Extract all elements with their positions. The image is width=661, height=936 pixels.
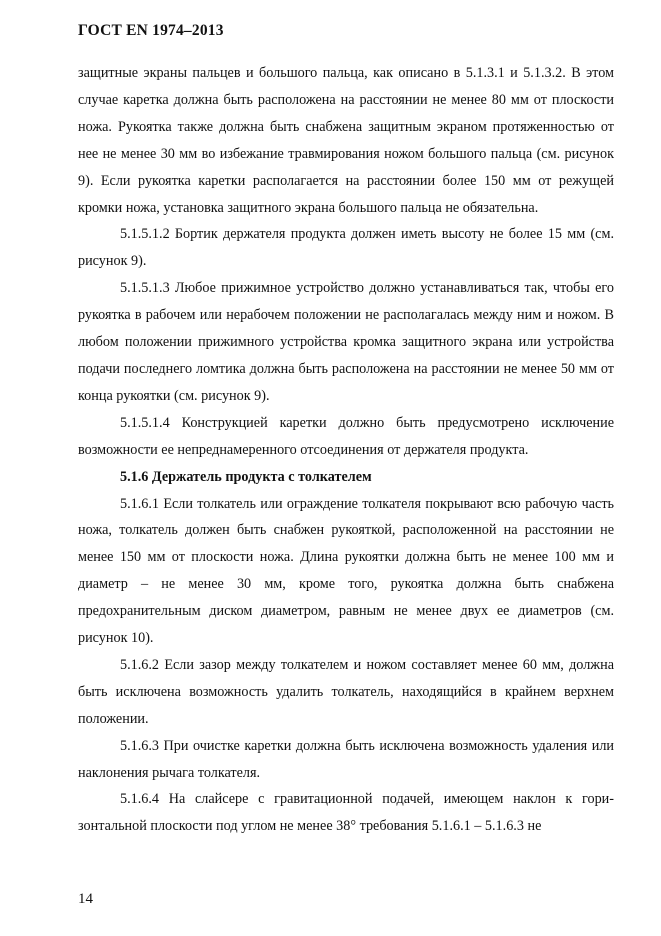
clause-5-1-5-1-2: 5.1.5.1.2 Бортик держателя продукта должен иметь высоту не более 15 мм (см. рисунок 9). (78, 226, 614, 270)
clause-5-1-6-2: 5.1.6.2 Если зазор между толкателем и ножом составляет менее 60 мм, должна быть исключена возможность удалить толкатель, находящийся в крайнем верхнем положении. (78, 656, 614, 727)
clause-5-1-5-1-3: 5.1.5.1.3 Любое прижимное устройство должно устанавливаться так, чтобы его рукоятка в рабочем или нерабочем положении не располагалась между ним и ножом. В любом положении прижимного устройства кромка защитного экрана или устройства подачи последнего ломтика должна быть расположена на расстоянии не менее 50 мм от конца рукоятки (см. рисунок 9). (78, 280, 614, 404)
page-number: 14 (78, 891, 93, 907)
clause-5-1-6-1: 5.1.6.1 Если толкатель или ограждение толкателя покрывают всю рабочую часть ножа, толкатель должен быть снабжен рукояткой, расположенной на расстоянии не менее 150 мм от плоскости ножа. Длина рукоятки должна быть не менее 100 мм и диаметр – не менее 30 мм, кроме того, рукоятка должна быть снабжена предохранительным диском диаметром, равным не менее двух ее диаметров (см. рисунок 10). (78, 495, 614, 647)
clause-5-1-6-4: 5.1.6.4 На слайсере с гравитационной подачей, имеющем наклон к горизонтальной плоскости под углом не менее 38° требования 5.1.6.1 – 5.1.6.3 не (78, 791, 614, 835)
section-heading-5-1-6: 5.1.6 Держатель продукта с толкателем (120, 468, 372, 485)
paragraph-continuation: защитные экраны пальцев и большого пальца, как описано в 5.1.3.1 и 5.1.3.2. В этом случае каретка должна быть расположена на расстоянии не менее 80 мм от плоскости ножа. Рукоятка также должна быть снабжена защитным экраном протяженностью от нее не менее 30 мм во избежание травмирования ножом большого пальца (см. рисунок 9). Если рукоятка каретки располагается на расстоянии более 150 мм от режущей кромки ножа, установка защитного экрана большого пальца не обязательна. (78, 65, 614, 216)
clause-5-1-5-1-4: 5.1.5.1.4 Конструкцией каретки должно быть предусмотрено исключение возможности ее непреднамеренного отсоединения от держателя продукта. (78, 414, 614, 458)
clause-5-1-6-3: 5.1.6.3 При очистке каретки должна быть исключена возможность удаления или наклонения рычага толкателя. (78, 737, 614, 781)
document-body (78, 60, 614, 840)
document-header: ГОСТ EN 1974–2013 (78, 22, 224, 39)
